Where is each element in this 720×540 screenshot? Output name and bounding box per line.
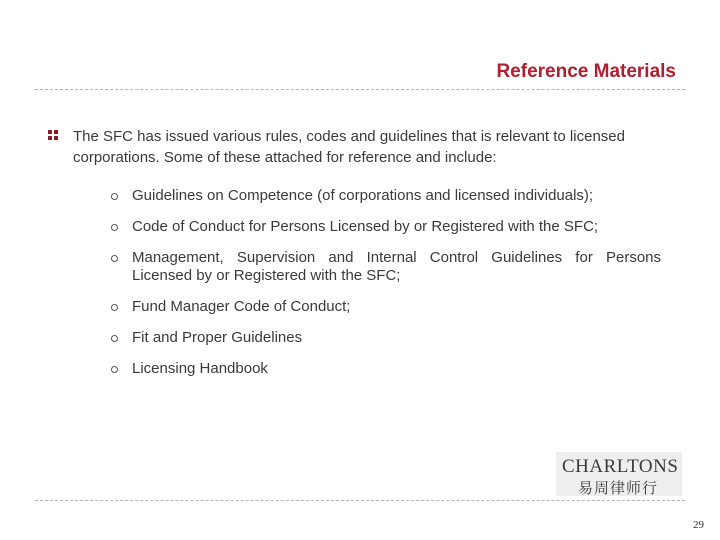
- circle-bullet-icon: [111, 193, 118, 200]
- list-item: [111, 218, 661, 236]
- list-item-text: Licensing Handbook: [132, 360, 268, 377]
- logo-chinese-name: 易周律师行: [578, 479, 659, 497]
- list-item: [111, 298, 661, 316]
- square-bullet-icon: [48, 130, 58, 140]
- list-item-text: Guidelines on Competence (of corporations and licensed individuals);: [132, 187, 594, 204]
- circle-bullet-icon: [111, 224, 118, 231]
- circle-bullet-icon: [111, 335, 118, 342]
- list-item-text: Code of Conduct for Persons Licensed by or Registered with the SFC;: [132, 218, 599, 235]
- page-number: 29: [693, 519, 704, 531]
- page-title: Reference Materials: [496, 61, 676, 82]
- list-item-text: Management, Supervision and Internal Control Guidelines for Persons Licensed by or Registered with the SFC;: [132, 249, 661, 284]
- list-item: [111, 187, 661, 205]
- bottom-divider: [35, 500, 685, 501]
- circle-bullet-icon: [111, 304, 118, 311]
- intro-text: The SFC has issued various rules, codes and guidelines that is relevant to licensed corporations. Some of these attached for reference and include:: [73, 128, 625, 166]
- reference-list: [111, 187, 661, 391]
- intro-paragraph: [48, 126, 668, 168]
- list-item-text: Fit and Proper Guidelines: [132, 329, 303, 346]
- circle-bullet-icon: [111, 366, 118, 373]
- top-divider: [35, 89, 685, 90]
- list-item: [111, 360, 661, 378]
- list-item: [111, 249, 661, 285]
- circle-bullet-icon: [111, 255, 118, 262]
- list-item-text: Fund Manager Code of Conduct;: [132, 298, 351, 315]
- charltons-logo: [556, 452, 682, 496]
- list-item: [111, 329, 661, 347]
- logo-name: CHARLTONS: [562, 456, 679, 477]
